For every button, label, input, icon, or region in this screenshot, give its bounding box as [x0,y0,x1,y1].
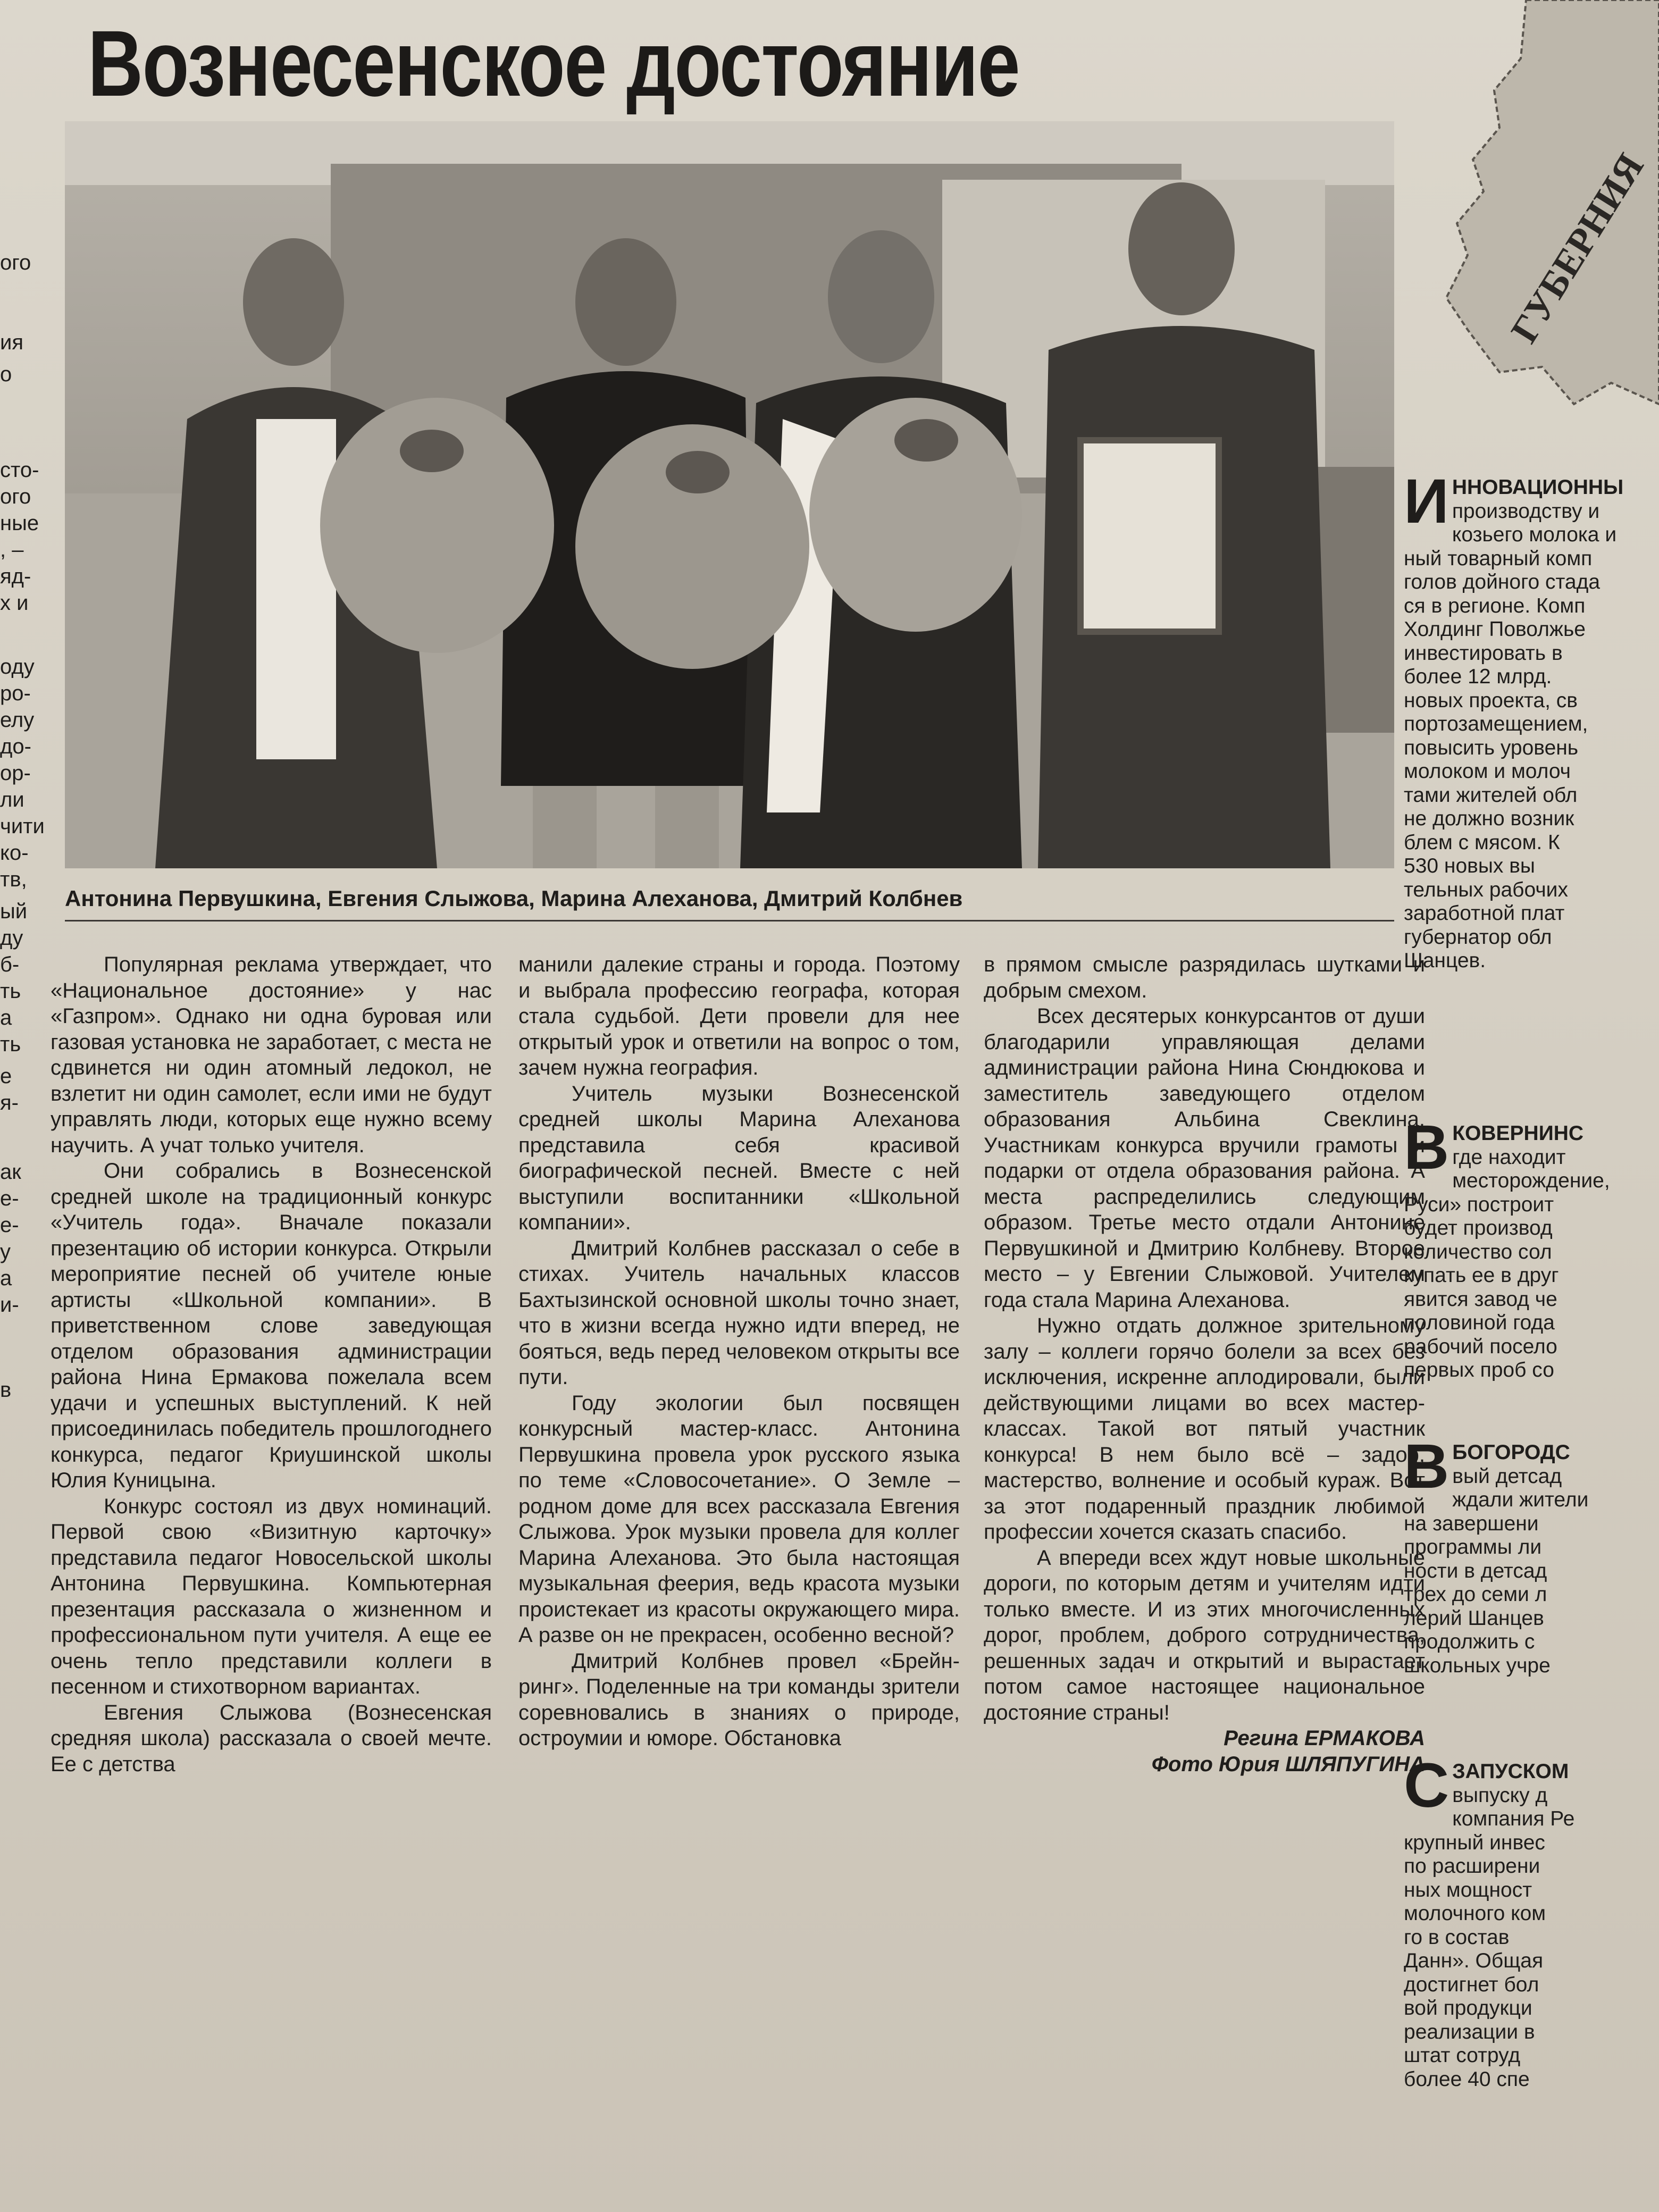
brief-line: продолжить с [1404,1630,1535,1653]
left-strip-fragment: ду [0,926,23,950]
article-photo [65,121,1394,868]
brief-line: ный товарный комп [1404,547,1593,570]
left-column-fragment [0,0,45,2212]
drop-cap: В [1404,1431,1449,1502]
brief-line: компания Ре [1452,1807,1575,1830]
brief-line: заработной плат [1404,902,1565,925]
article-column-3 [984,952,1425,2191]
left-strip-fragment: ли [0,788,24,811]
brief-line: трех до семи л [1404,1583,1547,1606]
brief-line: молочного ком [1404,1902,1546,1925]
brief-line: ся в регионе. Комп [1404,594,1586,617]
brief-line: 530 новых вы [1404,854,1535,877]
brief-line: реализации в [1404,2020,1535,2043]
brief-line: купать ее в друг [1404,1264,1559,1287]
brief-line: штат сотруд [1404,2044,1521,2067]
left-strip-fragment: е- [0,1187,19,1210]
brief-line: производству и [1452,499,1600,523]
left-strip-fragment: до- [0,735,31,758]
left-strip-fragment: сто- [0,458,39,482]
brief-line: Шанцев. [1404,949,1486,972]
paragraph: Году экологии был посвящен конкурсный мастер-класс. Антонина Первушкина провела урок русского языка по теме «Словосочетание». О Земле – родном доме для всех рассказала Евгения Слыжова. Урок музыки провела для коллег Марина Алеханова. Это была настоящая музыкальная феерия, ведь красота музыки проистекает из красоты окружающего мира. А разве он не прекрасен, особенно весной? [518,1391,960,1647]
paragraph: Они собрались в Вознесенской средней школе на традиционный конкурс «Учитель года». Вначале показали презентацию об истории конкурса. Открыли мероприятие песней об учителе юные артисты «Школьной компании». В приветственном слове заведующая отделом образования администрации района Нина Ермакова пожелала всем удачи и успешных выступлений. К ней присоединилась победитель прошлогоднего конкурса, педагог Криушинской школы Юлия Куницына. [51,1159,492,1492]
brief-line: где находит [1452,1145,1566,1169]
left-strip-fragment: ак [0,1160,21,1184]
brief-line: ных мощност [1404,1878,1532,1901]
left-strip-fragment: а [0,1267,12,1290]
brief-line: месторождение, [1452,1169,1610,1192]
left-strip-fragment: ные [0,512,39,535]
brief-line: рабочий посело [1404,1335,1557,1358]
brief-line: количество сол [1404,1240,1552,1263]
brief-line: по расширени [1404,1855,1540,1878]
map-illustration [1436,0,1659,457]
brief-line: тельных рабочих [1404,878,1568,901]
brief-heading: КОВЕРНИНС [1452,1122,1584,1145]
map-label: ГУБЕРНИЯ [1502,146,1652,350]
article-column-2 [518,952,960,2191]
drop-cap: С [1404,1750,1449,1821]
left-strip-fragment: е [0,1065,12,1088]
region-map [1436,0,1659,457]
drop-cap: В [1404,1112,1449,1183]
photo-illustration [65,121,1394,868]
left-strip-fragment: х и [0,591,29,615]
left-strip-fragment: елу [0,708,35,732]
brief-line: голов дойного стада [1404,571,1601,593]
brief-line: достигнет бол [1404,1973,1539,1996]
brief-line: ности в детсад [1404,1559,1547,1582]
left-strip-fragment: ро- [0,682,31,705]
left-strip-fragment: я- [0,1091,19,1115]
brief-line: молоком и молоч [1404,760,1571,783]
brief-line: не должно возник [1404,807,1574,830]
brief-line: губернатор обл [1404,925,1552,949]
brief-line: ждали жители [1452,1488,1589,1511]
paragraph: Евгения Слыжова (Вознесенская средняя школа) рассказала о своей мечте. Ее с детства [51,1700,492,1776]
left-strip-fragment: а [0,1006,12,1029]
left-strip-fragment: ия [0,331,24,354]
paragraph: в прямом смысле разрядилась шутками и добрым смехом. [984,953,1425,1002]
paragraph: манили далекие страны и города. Поэтому и выбрала профессию географа, которая стала судьбой. Дети провели для нее открытый урок и ответили на вопрос о том, зачем нужна география. [518,953,960,1079]
brief-line: блем с мясом. К [1404,831,1560,854]
brief-line: повысить уровень [1404,736,1579,759]
brief-line: более 40 спе [1404,2067,1530,2091]
left-strip-fragment: яд- [0,565,31,588]
left-strip-fragment: в [0,1378,12,1402]
left-strip-fragment: ый [0,900,28,923]
brief-line: портозамещением, [1404,713,1588,735]
brief-line: Данн». Общая [1404,1949,1544,1972]
brief-heading: ЗАПУСКОМ [1452,1760,1569,1783]
left-strip-fragment: и- [0,1293,19,1317]
brief-line: вый детсад [1452,1464,1562,1488]
paragraph: Популярная реклама утверждает, что «Национальное достояние» у нас «Газпром». Однако ни одна буровая или газовая установка не заработает, с места не сдвинется ни один атомный ледокол, не взлетит ни один самолет, если ими не будут управлять люди, которых еще нужно всему научить. А учат только учителя. [51,953,492,1157]
paragraph: Всех десятерых конкурсантов от души благодарили управляющая делами администрации района Нина Сюндюкова и заместитель заведующего отделом образования Альбина Свеклина. Участникам конкурса вручили грамоты и подарки от отдела образования района. А места распределились следующим образом. Третье место отдали Антонине Первушкиной и Дмитрию Колбневу. Второе место – у Евгении Слыжовой. Учителем года стала Марина Алеханова. [984,1004,1425,1312]
brief-line: го в состав [1404,1925,1510,1949]
left-strip-fragment: у [0,1240,11,1263]
left-strip-fragment: ор- [0,761,31,785]
brief-heading: БОГОРОДС [1452,1441,1570,1464]
caption-divider [65,920,1394,921]
left-strip-fragment: е- [0,1213,19,1237]
left-strip-fragment: б- [0,953,20,976]
brief-line: явится завод че [1404,1287,1557,1311]
article-column-1 [51,952,492,2191]
headline: Вознесенское достояние [88,12,1019,116]
paragraph: Нужно отдать должное зрительному залу – коллеги горячо болели за всех без исключения, искренне аплодировали, были действующими лицами во всех мастер-классах. Такой вот пятый участник конкурса! В нем было всё – задор, мастерство, волнение и особый кураж. Вот за этот подаренный праздник любимой профессии хочется сказать спасибо. [984,1314,1425,1544]
news-brief [1404,466,1659,973]
brief-line: первых проб со [1404,1359,1554,1381]
left-strip-fragment: ого [0,251,31,274]
paragraph: А впереди всех ждут новые школьные дороги, по которым детям и учителям идти только вместе. И из этих многочисленных дорог, проблем, доброго сотрудничества, решенных задач и открытий и вырастает потом самое настоящее национальное достояние страны! [984,1546,1425,1724]
brief-line: половиной года [1404,1311,1555,1334]
left-strip-fragment: оду [0,655,35,678]
brief-line: на завершени [1404,1512,1539,1535]
brief-heading: ННОВАЦИОННЫ [1452,476,1624,499]
brief-line: выпуску д [1452,1783,1548,1807]
brief-line: инвестировать в [1404,641,1563,665]
left-strip-fragment: ого [0,485,31,508]
brief-line: тами жителей обл [1404,783,1578,807]
left-strip-fragment: тв, [0,868,27,891]
brief-line: новых проекта, св [1404,689,1578,712]
left-strip-fragment: , – [0,538,24,562]
left-strip-fragment: ть [0,1033,21,1056]
photo-caption: Антонина Первушкина, Евгения Слыжова, Марина Алеханова, Дмитрий Колбнев [65,886,963,911]
paragraph: Учитель музыки Вознесенской средней школы Марина Алеханова представила себя красивой биографической песней. Вместе с ней выступили воспитанники «Школьной компании». [518,1082,960,1234]
paragraph: Дмитрий Колбнев провел «Брейн-ринг». Поделенные на три команды зрители соревновались в знаниях о природе, остроумии и юморе. Обстановка [518,1649,960,1750]
brief-line: более 12 млрд. [1404,665,1552,688]
brief-line: школьных учре [1404,1654,1551,1677]
news-brief [1404,1431,1659,1678]
news-brief [1404,1750,1659,2091]
brief-line: лерий Шанцев [1404,1606,1544,1630]
brief-line: будет производ [1404,1217,1553,1239]
photo-credit: Фото Юрия ШЛЯПУГИНА [1151,1752,1425,1776]
brief-line: вой продукци [1404,1997,1532,2020]
brief-line: крупный инвес [1404,1831,1545,1854]
brief-line: Руси» построит [1404,1193,1554,1216]
paragraph: Конкурс состоял из двух номинаций. Первой свою «Визитную карточку» представила педагог Новосельской школы Антонина Первушкина. Компьютерная презентация рассказала о жизненном и профессиональном пути учителя. А еще ее очень тепло представили коллеги в песенном и стихотворном вариантах. [51,1494,492,1698]
left-strip-fragment: чити [0,815,45,838]
author-signature: Регина ЕРМАКОВА [1224,1727,1425,1750]
drop-cap: И [1404,466,1449,537]
brief-line: программы ли [1404,1536,1542,1559]
brief-line: козьего молока и [1452,523,1617,546]
left-strip-fragment: ко- [0,841,29,865]
news-brief [1404,1112,1659,1382]
right-news-column [1404,468,1659,2212]
left-strip-fragment: о [0,363,12,386]
paragraph: Дмитрий Колбнев рассказал о себе в стихах. Учитель начальных классов Бахтызинской основной школы точно знает, что в жизни всегда нужно идти вперед, не бояться, ведь перед человеком открыты все пути. [518,1236,960,1389]
left-strip-fragment: ть [0,979,21,1003]
brief-line: Холдинг Поволжье [1404,618,1586,641]
